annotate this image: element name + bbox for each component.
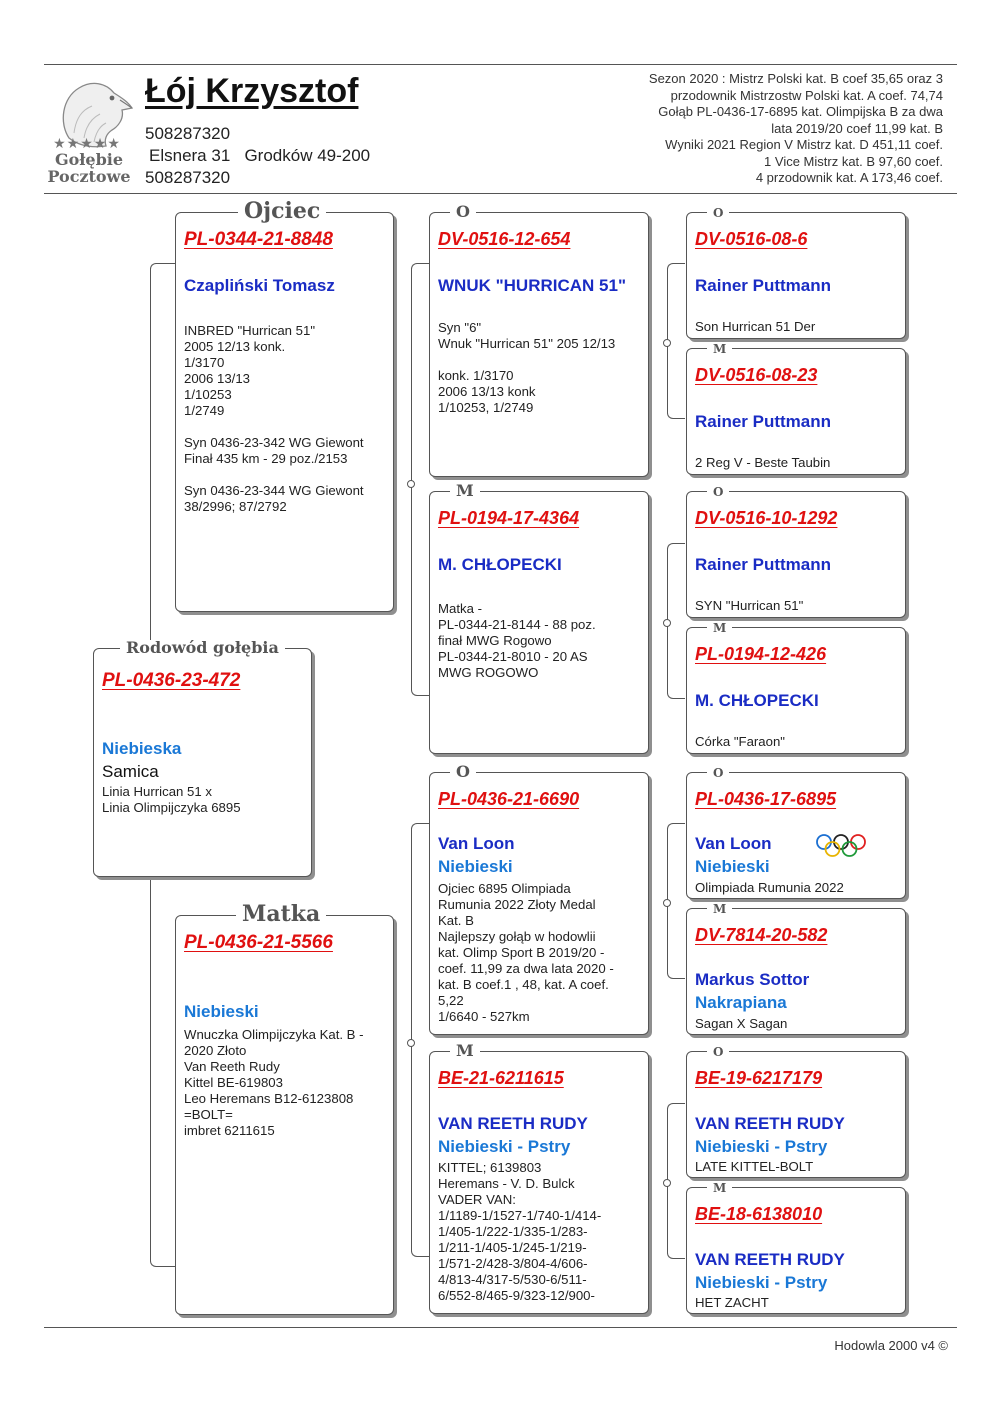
- great-grandparent-color: Niebieski - Pstry: [695, 1273, 828, 1292]
- great-grandparent-notes: Olimpiada Rumunia 2022: [695, 880, 844, 895]
- great-grandparent-notes: Córka "Faraon": [695, 734, 785, 749]
- pigeon-notes: Linia Hurrican 51 x Linia Olimpijczyka 6895: [102, 784, 241, 815]
- great-grandparent-notes: Son Hurrican 51 Der: [695, 319, 816, 334]
- connector-knot: [663, 899, 671, 907]
- connector-ggp-8: [667, 1183, 685, 1259]
- logo-text-line1: Gołębie: [54, 150, 124, 169]
- logo-stars: ★★★★★: [53, 136, 121, 152]
- great-grandparent-breeder: VAN REETH RUDY: [695, 1250, 845, 1269]
- great-grandparent-color: Niebieski - Pstry: [695, 1137, 828, 1156]
- connector-knot: [663, 1179, 671, 1187]
- connector-father-sire: [411, 263, 429, 484]
- great-grandparent-notes: 2 Reg V - Beste Taubin: [695, 455, 831, 470]
- mother-card-title: Matka: [236, 903, 326, 925]
- great-grandparent-breeder: Rainer Puttmann: [695, 412, 832, 431]
- granddam-maternal-notes: KITTEL; 6139803 Heremans - V. D. Bulck VADER VAN: 1/1189-1/1527-1/740-1/414- 1/405-1/222-1/335-1/283- 1/211-1/405-1/245-1/219- 1/571-2/428-3/804-4/606- 4/813-4/317-5/530-6/511- 6/552-8/465-9/323-12/900-: [438, 1160, 602, 1303]
- great-grandparent-card: [686, 1045, 906, 1178]
- great-grandparent-color: Nakrapiana: [695, 993, 787, 1012]
- connector-knot: [407, 480, 415, 488]
- connector-ggp-1: [667, 263, 685, 343]
- owner-phone-2: 508287320: [145, 168, 231, 187]
- great-grandparent-ring: PL-0194-12-426: [695, 644, 827, 664]
- great-grandparent-breeder: Van Loon: [695, 834, 772, 853]
- grandsire-paternal-breeder: WNUK "HURRICAN 51": [438, 276, 627, 295]
- mother-ring-number: PL-0436-21-5566: [184, 932, 333, 953]
- great-grandparent-ring: PL-0436-17-6895: [695, 789, 837, 809]
- footer-rule: [44, 1327, 957, 1328]
- great-grandparent-notes: HET ZACHT: [695, 1295, 769, 1310]
- great-grandparent-card: [686, 766, 906, 899]
- granddam-maternal-breeder: VAN REETH RUDY: [438, 1114, 588, 1133]
- footer-credit: Hodowla 2000 v4 ©: [834, 1338, 948, 1353]
- great-grandparent-label: O: [707, 207, 729, 219]
- granddam-paternal-notes: Matka - PL-0344-21-8144 - 88 poz. finał MWG Rogowo PL-0344-21-8010 - 20 AS MWG ROGOWO: [438, 601, 596, 680]
- great-grandparent-card: [686, 206, 906, 339]
- great-grandparent-ring: DV-7814-20-582: [695, 925, 828, 945]
- great-grandparent-label: O: [707, 486, 729, 498]
- great-grandparent-breeder: Markus Sottor: [695, 970, 810, 989]
- connector-ggp-2: [667, 343, 685, 419]
- pigeon-card-title: Rodowód gołębia: [120, 640, 285, 656]
- connector-ggp-5: [667, 823, 685, 903]
- father-ring-number: PL-0344-21-8848: [184, 229, 333, 250]
- granddam-maternal-label: M: [450, 1043, 480, 1059]
- great-grandparent-card: [686, 621, 906, 754]
- great-grandparent-breeder: M. CHŁOPECKI: [695, 691, 819, 710]
- pigeon-card: [93, 638, 312, 877]
- great-grandparent-card: [686, 1181, 906, 1314]
- granddam-paternal-ring: PL-0194-17-4364: [438, 508, 580, 528]
- grandsire-maternal-card: [429, 762, 649, 1035]
- top-rule: [44, 64, 957, 65]
- great-grandparent-card: [686, 342, 906, 475]
- granddam-maternal-ring: BE-21-6211615: [438, 1068, 564, 1088]
- connector-mother-sire: [411, 823, 429, 1043]
- great-grandparent-notes: LATE KITTEL-BOLT: [695, 1159, 814, 1174]
- connector-knot: [663, 619, 671, 627]
- great-grandparent-card: [686, 485, 906, 618]
- season-achievements: Sezon 2020 : Mistrz Polski kat. B coef 35,65 oraz 3 przodownik Mistrzostw Polski kat. A coef. 74,74 Gołąb PL-0436-17-6895 kat. Olimpijska B za dwa lata 2019/20 coef 11,99 kat. B Wyniki 2021 Region V Mistrz kat. D 451,11 coef. 1 Vice Mistrz kat. B 97,60 coef. 4 przodownik kat. A 173,46 coef.: [648, 71, 943, 185]
- pigeon-ring-number: PL-0436-23-472: [102, 670, 241, 691]
- granddam-maternal-color: Niebieski - Pstry: [438, 1137, 571, 1156]
- great-grandparent-ring: BE-19-6217179: [695, 1068, 823, 1088]
- great-grandparent-label: O: [707, 1046, 729, 1058]
- great-grandparent-notes: Sagan X Sagan: [695, 1016, 788, 1031]
- great-grandparent-breeder: Rainer Puttmann: [695, 555, 832, 574]
- connector-knot: [407, 1039, 415, 1047]
- great-grandparent-label: M: [707, 343, 732, 355]
- connector-mother-dam: [411, 1043, 429, 1257]
- great-grandparent-breeder: VAN REETH RUDY: [695, 1114, 845, 1133]
- granddam-paternal-label: M: [450, 483, 480, 499]
- granddam-paternal-card: [429, 481, 649, 754]
- grandsire-paternal-label: O: [450, 204, 476, 220]
- great-grandparent-ring: DV-0516-08-23: [695, 365, 818, 385]
- great-grandparent-ring: BE-18-6138010: [695, 1204, 823, 1224]
- father-breeder: Czapliński Tomasz: [184, 276, 335, 295]
- mother-notes: Wnuczka Olimpijczyka Kat. B - 2020 Złoto Van Reeth Rudy Kittel BE-619803 Leo Heremans B12-6123808 =BOLT= imbret 6211615: [184, 1027, 364, 1138]
- connector-ggp-7: [667, 1103, 685, 1183]
- owner-phone-1: 508287320: [145, 124, 231, 143]
- great-grandparent-breeder: Rainer Puttmann: [695, 276, 832, 295]
- grandsire-maternal-color: Niebieski: [438, 857, 513, 876]
- great-grandparent-ring: DV-0516-10-1292: [695, 508, 838, 528]
- grandsire-paternal-notes: Syn "6" Wnuk "Hurrican 51" 205 12/13 konk. 1/3170 2006 13/13 konk 1/10253, 1/2749: [438, 320, 616, 415]
- owner-name: Łój Krzysztof: [145, 72, 359, 110]
- olympic-rings-icon: [815, 833, 867, 859]
- granddam-paternal-breeder: M. CHŁOPECKI: [438, 555, 562, 574]
- great-grandparent-label: O: [707, 767, 729, 779]
- owner-address: Elsnera 31 Grodków 49-200: [149, 146, 371, 165]
- great-grandparent-label: M: [707, 1182, 732, 1194]
- grandsire-maternal-ring: PL-0436-21-6690: [438, 789, 580, 809]
- father-notes: INBRED "Hurrican 51" 2005 12/13 konk. 1/3170 2006 13/13 1/10253 1/2749 Syn 0436-23-342 WG Giewont Finał 435 km - 29 poz./2153 Syn 0436-23-344 WG Giewont 38/2996; 87/2792: [184, 323, 364, 514]
- great-grandparent-ring: DV-0516-08-6: [695, 229, 808, 249]
- grandsire-maternal-notes: Ojciec 6895 Olimpiada Rumunia 2022 Złoty Medal Kat. B Najlepszy gołąb w hodowlii kat. Olimp Sport B 2019/20 - coef. 11,99 za dwa lata 2020 - kat. B coef.1 , 48, kat. A coef. 5,22 1/6640 - 527km: [438, 881, 614, 1024]
- grandsire-paternal-ring: DV-0516-12-654: [438, 229, 571, 249]
- connector-ggp-3: [667, 543, 685, 623]
- connector-knot: [663, 339, 671, 347]
- granddam-maternal-card: [429, 1041, 649, 1314]
- father-card: [175, 198, 394, 612]
- mother-color: Niebieski: [184, 1002, 259, 1021]
- grandsire-maternal-label: O: [450, 764, 476, 780]
- connector-mother: [150, 877, 175, 1267]
- connector-father: [150, 263, 175, 648]
- father-card-title: Ojciec: [238, 200, 326, 222]
- connector-father-dam: [411, 484, 429, 696]
- mother-card: [175, 901, 394, 1315]
- great-grandparent-label: M: [707, 622, 732, 634]
- header-bottom-rule: [44, 193, 957, 194]
- connector-ggp-6: [667, 903, 685, 979]
- grandsire-paternal-card: [429, 202, 649, 477]
- logo-text-line2: Pocztowe: [47, 167, 131, 186]
- great-grandparent-notes: SYN "Hurrican 51": [695, 598, 804, 613]
- great-grandparent-label: M: [707, 903, 732, 915]
- great-grandparent-card: [686, 902, 906, 1035]
- pigeon-sex: Samica: [102, 762, 159, 781]
- great-grandparent-color: Niebieski: [695, 857, 770, 876]
- connector-ggp-4: [667, 623, 685, 699]
- grandsire-maternal-breeder: Van Loon: [438, 834, 515, 853]
- pigeon-color: Niebieska: [102, 739, 182, 758]
